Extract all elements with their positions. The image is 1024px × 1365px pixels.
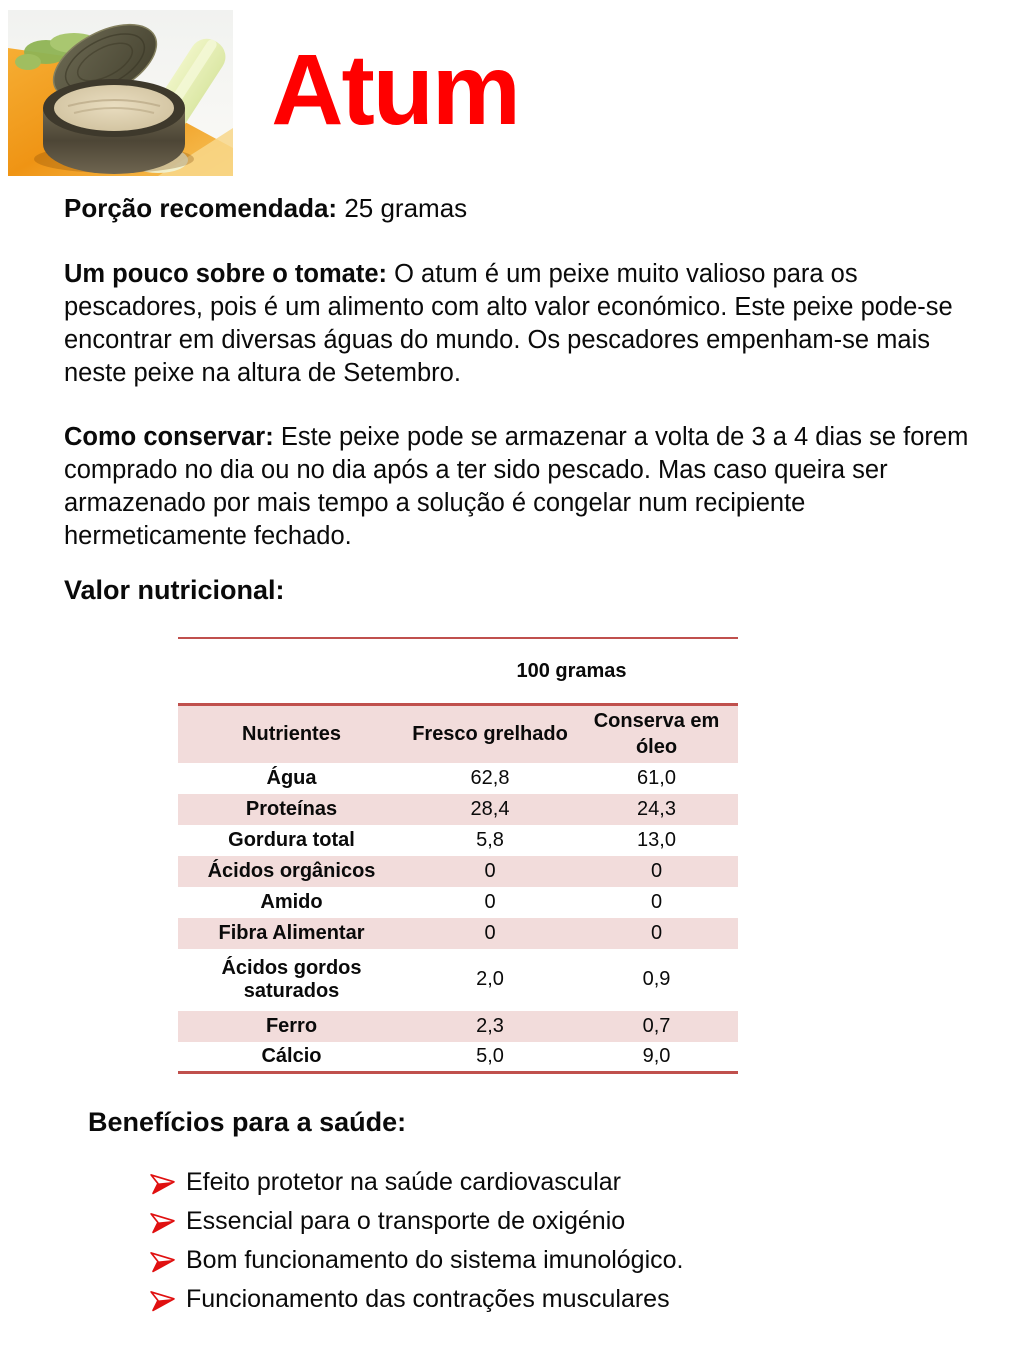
portion-value: 25 gramas: [344, 193, 468, 223]
benefits-list: [151, 1163, 684, 1319]
column-header-conserva: Conserva em óleo: [593, 710, 720, 759]
column-header-fresco: Fresco grelhado: [412, 723, 568, 746]
nutrient-cell: Ácidos orgânicos: [207, 859, 376, 882]
value-cell: 0: [484, 921, 496, 944]
value-cell: 2,0: [476, 968, 504, 990]
value-cell: 62,8: [470, 766, 510, 789]
nutrient-cell: Cálcio: [261, 1044, 322, 1067]
column-header-nutrientes: Nutrientes: [242, 723, 341, 746]
arrow-bullet-icon: [150, 1248, 176, 1272]
table-caption: 100 gramas: [516, 659, 627, 682]
value-cell: 13,0: [637, 828, 676, 851]
value-cell: 0: [650, 890, 663, 913]
nutrient-cell: Gordura total: [228, 828, 355, 851]
nutrient-cell: Ferro: [265, 1014, 318, 1037]
about-label: Um pouco sobre o tomate:: [64, 260, 388, 288]
value-cell: 0: [650, 859, 663, 882]
benefits-heading: Benefícios para a saúde:: [88, 1107, 407, 1137]
value-cell: 0: [484, 890, 496, 913]
conserve-paragraph: [64, 421, 976, 553]
value-cell: 24,3: [637, 797, 676, 820]
table-row: [178, 1042, 738, 1073]
benefit-item: [151, 1202, 684, 1241]
nutrient-cell: Amido: [260, 890, 323, 913]
nutrition-table: [178, 637, 738, 1074]
benefit-text: Essencial para o transporte de oxigénio: [186, 1207, 626, 1235]
value-cell: 2,3: [476, 1014, 504, 1037]
arrow-bullet-icon: [150, 1209, 176, 1233]
value-cell: 0,7: [642, 1014, 671, 1037]
conserve-label: Como conservar:: [64, 423, 274, 451]
table-row: [178, 763, 738, 794]
nutrition-heading: Valor nutricional:: [64, 575, 285, 605]
table-row: [178, 887, 738, 918]
value-cell: 5,0: [476, 1044, 504, 1067]
table-row: [178, 918, 738, 949]
table-header-row: [178, 705, 738, 763]
value-cell: 0: [484, 859, 496, 882]
can-body: [43, 79, 185, 174]
value-cell: 28,4: [470, 797, 510, 820]
nutrient-cell: Ácidos gordos saturados: [221, 956, 362, 1002]
value-cell: 61,0: [637, 766, 676, 789]
conserve-text: Este peixe pode se armazenar a volta de 3 a 4 dias se forem comprado no dia ou no dia após a ter sido pescado. Mas caso queira ser armazenado por mais tempo a solução é congelar num recipiente hermeticamente fechado.: [64, 423, 969, 550]
table-row: [178, 1011, 738, 1042]
benefit-text: Funcionamento das contrações musculares: [186, 1285, 670, 1313]
benefit-item: [151, 1241, 684, 1280]
about-paragraph: [64, 258, 976, 390]
benefit-text: Bom funcionamento do sistema imunológico.: [186, 1246, 684, 1274]
arrow-bullet-icon: [150, 1170, 176, 1194]
table-caption-row: [178, 637, 738, 703]
nutrient-cell: Água: [266, 766, 317, 789]
value-cell: 0,9: [642, 968, 671, 990]
table-row: [178, 949, 738, 1011]
table-row: [178, 825, 738, 856]
arrow-bullet-icon: [150, 1287, 176, 1311]
benefit-text: Efeito protetor na saúde cardiovascular: [186, 1168, 621, 1196]
nutrient-cell: Fibra Alimentar: [218, 921, 365, 944]
benefit-item: [151, 1280, 684, 1319]
nutrient-cell: Proteínas: [245, 797, 338, 820]
table-row: [178, 794, 738, 825]
benefit-item: [151, 1163, 684, 1202]
about-text: O atum é um peixe muito valioso para os pescadores, pois é um alimento com alto valor económico. Este peixe pode-se encontrar em diversas águas do mundo. Os pescadores empenham-se mais neste peixe na altura de Setembro.: [64, 260, 953, 387]
portion-line: [64, 193, 467, 224]
value-cell: 5,8: [476, 828, 504, 851]
value-cell: 9,0: [642, 1044, 671, 1067]
tuna-can-illustration: [8, 10, 233, 176]
value-cell: 0: [650, 921, 663, 944]
tuna-can-photo: [8, 10, 233, 176]
table-row: [178, 856, 738, 887]
page-title: Atum: [271, 34, 519, 146]
portion-label: Porção recomendada:: [64, 193, 338, 223]
